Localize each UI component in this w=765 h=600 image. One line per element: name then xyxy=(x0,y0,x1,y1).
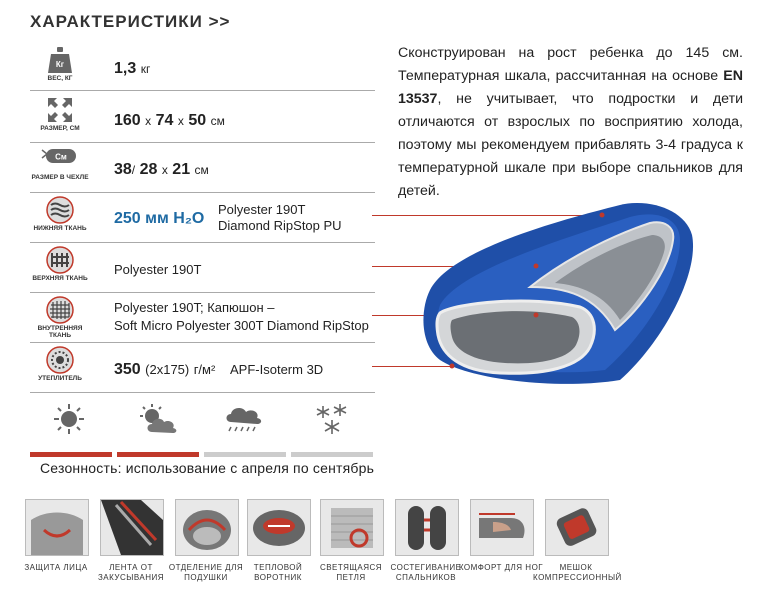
spec-row-outer-fabric xyxy=(30,196,375,243)
packed-badge: См xyxy=(55,152,67,162)
insulation-material: APF-Isoterm 3D xyxy=(230,362,324,377)
weight-icon: Кг ВЕС, КГ xyxy=(30,46,90,82)
insulation-icon: УТЕПЛИТЕЛЬ xyxy=(30,346,90,382)
partly-cloudy-icon xyxy=(117,402,201,441)
spec-row-insulation xyxy=(30,346,375,393)
section-title: ХАРАКТЕРИСТИКИ >> xyxy=(30,12,231,31)
weight-badge: Кг xyxy=(55,60,65,69)
season-bar-4 xyxy=(291,452,373,457)
expand-arrows-icon: РАЗМЕР, СМ xyxy=(30,96,90,132)
description: Сконструирован на рост ребенка до 145 см. Температурная шкала, рассчитанная на основе EN 13537, не учитывает, что подростки и дети отличаются от взрослых по восприятию холода, поэтому мы рекомендуем прибавлять 3-4 градуса к температурной шкале при выборе спальников для детей. xyxy=(398,45,743,199)
foot-comfort-image xyxy=(470,499,534,556)
face-protection-image xyxy=(25,499,89,556)
inner-fabric-line1: Polyester 190T; Капюшон – xyxy=(114,300,275,315)
outer-fabric-line1: Polyester 190T xyxy=(218,202,306,217)
stuff-sack-icon: См РАЗМЕР В ЧЕХЛЕ xyxy=(30,146,90,181)
spec-row-weight xyxy=(30,46,375,91)
feature-label-5: СВЕТЯЩАЯСЯ ПЕТЛЯ xyxy=(319,563,383,582)
sun-icon xyxy=(27,402,111,441)
size-value: 160 х 74 х 50 см xyxy=(114,112,225,129)
feature-label-6: СОСТЕГИВАНИЕ СПАЛЬНИКОВ xyxy=(390,563,462,582)
feature-label-3: ОТДЕЛЕНИЕ ДЛЯ ПОДУШКИ xyxy=(168,563,244,582)
outer-fabric-line2: Diamond RipStop PU xyxy=(218,218,342,233)
insulation-value: 350 (2x175) г/м² xyxy=(114,361,216,378)
season-bar-1 xyxy=(30,452,112,457)
rain-cloud-icon xyxy=(202,402,286,441)
feature-label-7: КОМФОРТ ДЛЯ НОГ xyxy=(458,563,544,572)
compression-sack-image xyxy=(545,499,609,556)
fabric-grid-icon: ВНУТРЕННЯЯ ТКАНЬ xyxy=(30,296,90,339)
snowflake-icon xyxy=(290,402,374,441)
glowing-loop-image xyxy=(320,499,384,556)
pillow-pocket-image xyxy=(175,499,239,556)
sleeping-bag-illustration xyxy=(380,195,760,395)
fabric-weave-icon: НИЖНЯЯ ТКАНЬ xyxy=(30,196,90,232)
packed-value: 38/ 28 х 21 см xyxy=(114,161,209,178)
season-text: Сезонность: использование с апреля по сентябрь xyxy=(40,460,375,476)
top-fabric-value: Polyester 190T xyxy=(114,262,202,277)
feature-label-2: ЛЕНТА ОТ ЗАКУСЫВАНИЯ xyxy=(97,563,165,582)
inner-fabric-line2: Soft Micro Polyester 300T Diamond RipStop xyxy=(114,318,369,333)
feature-label-1: ЗАЩИТА ЛИЦА xyxy=(24,563,88,572)
season-bar-2 xyxy=(117,452,199,457)
spec-row-size xyxy=(30,96,375,143)
thermal-collar-image xyxy=(247,499,311,556)
feature-label-4: ТЕПЛОВОЙ ВОРОТНИК xyxy=(253,563,303,582)
season-bar-3 xyxy=(204,452,286,457)
feature-label-8: МЕШОК КОМПРЕССИОННЫЙ xyxy=(533,563,622,582)
spec-row-packed xyxy=(30,146,375,193)
bag-coupling-image xyxy=(395,499,459,556)
spec-row-top-fabric xyxy=(30,246,375,293)
waterproof-value: 250 мм H₂O xyxy=(114,210,205,227)
weight-value: 1,3 кг xyxy=(114,60,151,77)
fabric-weave-icon: ВЕРХНЯЯ ТКАНЬ xyxy=(30,246,90,282)
spec-row-inner-fabric xyxy=(30,296,375,343)
anti-snag-strip-image xyxy=(100,499,164,556)
